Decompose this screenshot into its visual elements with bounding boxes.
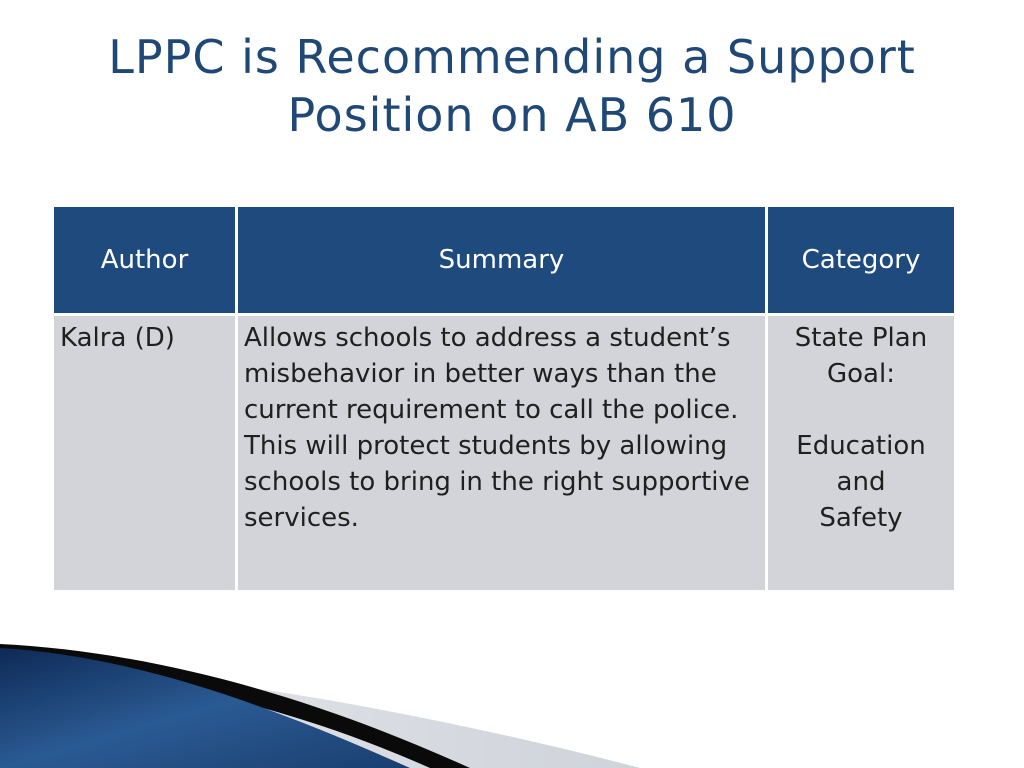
table-header-row xyxy=(53,206,956,315)
category-cell xyxy=(767,315,956,592)
category-value-line-1: Education xyxy=(796,431,926,461)
category-spacer xyxy=(774,392,948,428)
category-label-line-2: Goal: xyxy=(827,359,895,389)
header-author: Author xyxy=(53,206,237,315)
title-line-1: LPPC is Recommending a Support xyxy=(108,30,916,84)
title-line-2: Position on AB 610 xyxy=(287,88,737,142)
category-value-line-3: Safety xyxy=(819,503,903,533)
category-value-line-2: and xyxy=(836,467,886,497)
slide-title xyxy=(0,28,1024,144)
category-label-line-1: State Plan xyxy=(794,323,928,353)
author-cell: Kalra (D) xyxy=(53,315,237,592)
bill-table xyxy=(51,204,957,593)
decorative-swoosh xyxy=(0,600,1024,768)
summary-cell: Allows schools to address a student’s misbehavior in better ways than the current requirement to call the police. This will protect students by allowing schools to bring in the right supportive services. xyxy=(237,315,767,592)
header-summary: Summary xyxy=(237,206,767,315)
header-category: Category xyxy=(767,206,956,315)
table-row xyxy=(53,315,956,592)
